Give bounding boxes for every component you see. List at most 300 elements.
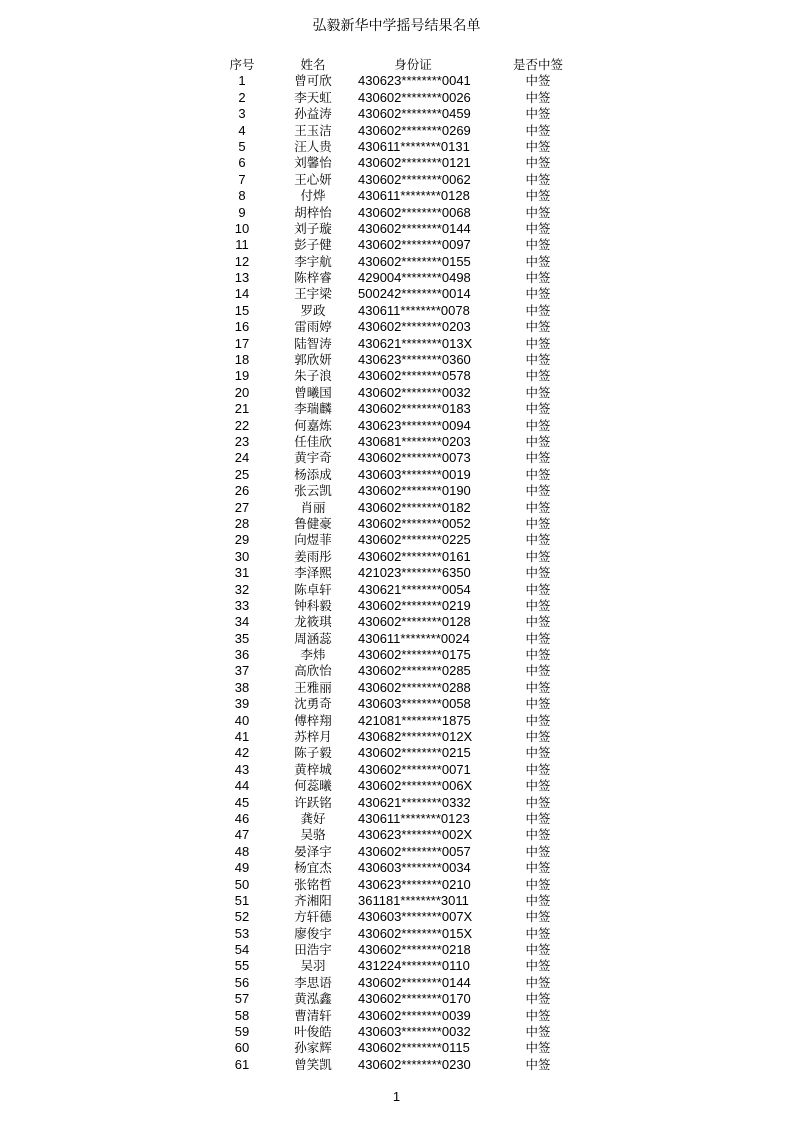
table-row xyxy=(0,205,793,221)
table-row xyxy=(0,991,793,1007)
row-name: 陈子毅 xyxy=(294,745,332,761)
row-id: 430602********0219 xyxy=(358,597,471,613)
table-row xyxy=(0,844,793,860)
table-row xyxy=(0,942,793,958)
row-no: 56 xyxy=(234,974,250,990)
table-row xyxy=(0,139,793,155)
row-id: 361181********3011 xyxy=(358,892,469,908)
row-no: 49 xyxy=(234,860,250,876)
table-header-row xyxy=(0,57,793,73)
row-result: 中签 xyxy=(525,89,551,105)
row-no: 53 xyxy=(234,925,250,941)
table-row xyxy=(0,352,793,368)
row-result: 中签 xyxy=(525,352,551,368)
table-row xyxy=(0,795,793,811)
row-result: 中签 xyxy=(525,761,551,777)
table-row xyxy=(0,73,793,89)
row-result: 中签 xyxy=(525,401,551,417)
table-row xyxy=(0,286,793,302)
row-no: 16 xyxy=(234,319,250,335)
row-name: 钟科毅 xyxy=(294,597,332,613)
table-row xyxy=(0,958,793,974)
row-no: 6 xyxy=(238,155,246,171)
row-no: 60 xyxy=(234,1040,250,1056)
row-id: 430602********0183 xyxy=(358,401,471,417)
table-row xyxy=(0,663,793,679)
row-id: 421023********6350 xyxy=(358,565,471,581)
row-result: 中签 xyxy=(525,499,551,515)
row-name: 陈梓睿 xyxy=(294,270,332,286)
row-id: 500242********0014 xyxy=(358,286,471,302)
row-result: 中签 xyxy=(525,515,551,531)
row-name: 李宇航 xyxy=(294,253,332,269)
row-no: 30 xyxy=(234,548,250,564)
row-no: 46 xyxy=(234,810,250,826)
row-result: 中签 xyxy=(525,1056,551,1072)
row-no: 15 xyxy=(234,302,250,318)
row-id: 429004********0498 xyxy=(358,270,471,286)
row-no: 43 xyxy=(234,761,250,777)
table-row xyxy=(0,877,793,893)
row-name: 姜雨彤 xyxy=(294,548,332,564)
table-row xyxy=(0,614,793,630)
result-table xyxy=(0,57,793,1073)
row-id: 430602********0175 xyxy=(358,647,471,663)
table-row xyxy=(0,434,793,450)
row-no: 55 xyxy=(234,958,250,974)
row-result: 中签 xyxy=(525,712,551,728)
row-id: 430611********0128 xyxy=(358,188,470,204)
row-id: 430603********0032 xyxy=(358,1024,471,1040)
row-name: 廖俊宇 xyxy=(294,925,332,941)
row-id: 430681********0203 xyxy=(358,433,471,449)
row-result: 中签 xyxy=(525,433,551,449)
row-no: 11 xyxy=(235,237,249,253)
table-row xyxy=(0,450,793,466)
row-no: 34 xyxy=(234,614,250,630)
table-row xyxy=(0,106,793,122)
row-id: 430602********0144 xyxy=(358,220,471,236)
row-no: 14 xyxy=(234,286,250,302)
row-name: 周涵蕊 xyxy=(294,630,332,646)
row-result: 中签 xyxy=(525,958,551,974)
header-id: 身份证 xyxy=(394,57,432,72)
row-name: 许跃铭 xyxy=(294,794,332,810)
row-id: 430602********0190 xyxy=(358,483,471,499)
row-result: 中签 xyxy=(525,827,551,843)
row-result: 中签 xyxy=(525,843,551,859)
row-result: 中签 xyxy=(525,532,551,548)
row-name: 吴骆 xyxy=(300,827,326,843)
row-name: 彭子健 xyxy=(294,237,332,253)
row-no: 24 xyxy=(234,450,250,466)
row-id: 430603********0058 xyxy=(358,696,471,712)
table-row xyxy=(0,1024,793,1040)
row-name: 朱子浪 xyxy=(294,368,332,384)
row-result: 中签 xyxy=(525,679,551,695)
row-name: 李泽熙 xyxy=(294,565,332,581)
row-no: 41 xyxy=(234,729,250,745)
row-result: 中签 xyxy=(525,876,551,892)
row-no: 5 xyxy=(238,138,246,154)
row-name: 龚好 xyxy=(300,810,326,826)
row-result: 中签 xyxy=(525,450,551,466)
row-name: 黄泓鑫 xyxy=(294,991,332,1007)
row-name: 陈卓轩 xyxy=(294,581,332,597)
row-no: 4 xyxy=(238,122,246,138)
row-id: 430602********0032 xyxy=(358,384,471,400)
row-no: 44 xyxy=(234,778,250,794)
row-name: 陆智涛 xyxy=(294,335,332,351)
row-no: 40 xyxy=(234,712,250,728)
table-row xyxy=(0,909,793,925)
row-name: 罗政 xyxy=(300,302,326,318)
row-name: 田浩宇 xyxy=(294,942,332,958)
row-name: 肖丽 xyxy=(300,499,326,515)
row-no: 59 xyxy=(234,1024,250,1040)
table-row xyxy=(0,647,793,663)
row-name: 杨宜杰 xyxy=(294,860,332,876)
row-no: 61 xyxy=(234,1056,250,1072)
row-no: 50 xyxy=(234,876,250,892)
row-name: 孙益涛 xyxy=(294,106,332,122)
row-id: 430602********0071 xyxy=(358,761,471,777)
row-name: 刘子璇 xyxy=(294,220,332,236)
row-no: 52 xyxy=(234,909,250,925)
row-id: 430602********0215 xyxy=(358,745,471,761)
row-name: 曾笑凯 xyxy=(294,1056,332,1072)
row-result: 中签 xyxy=(525,270,551,286)
row-id: 430602********0170 xyxy=(358,991,471,1007)
row-name: 王玉洁 xyxy=(294,122,332,138)
row-no: 39 xyxy=(234,696,250,712)
row-no: 2 xyxy=(238,89,246,105)
row-result: 中签 xyxy=(525,974,551,990)
row-id: 430602********006X xyxy=(358,778,473,794)
row-no: 35 xyxy=(234,630,250,646)
row-no: 13 xyxy=(234,270,250,286)
table-row xyxy=(0,680,793,696)
row-no: 1 xyxy=(238,73,246,89)
row-name: 晏泽宇 xyxy=(294,843,332,859)
table-row xyxy=(0,385,793,401)
row-result: 中签 xyxy=(525,597,551,613)
row-result: 中签 xyxy=(525,253,551,269)
row-id: 430621********013X xyxy=(358,335,473,351)
row-id: 430602********0097 xyxy=(358,237,471,253)
row-name: 曾可欣 xyxy=(294,73,332,89)
table-row xyxy=(0,1040,793,1056)
row-result: 中签 xyxy=(525,925,551,941)
row-result: 中签 xyxy=(525,155,551,171)
row-result: 中签 xyxy=(525,892,551,908)
row-id: 430602********0057 xyxy=(358,843,471,859)
table-row xyxy=(0,237,793,253)
table-row xyxy=(0,565,793,581)
row-no: 51 xyxy=(234,892,250,908)
row-result: 中签 xyxy=(525,581,551,597)
row-id: 430602********0068 xyxy=(358,204,471,220)
row-id: 430623********0210 xyxy=(358,876,471,892)
table-row xyxy=(0,762,793,778)
table-row xyxy=(0,631,793,647)
row-name: 傅梓翔 xyxy=(294,712,332,728)
row-no: 20 xyxy=(234,384,250,400)
row-result: 中签 xyxy=(525,483,551,499)
row-id: 430602********0128 xyxy=(358,614,471,630)
row-id: 430602********0073 xyxy=(358,450,471,466)
row-id: 430602********0115 xyxy=(358,1040,470,1056)
row-no: 21 xyxy=(234,401,250,417)
row-id: 430602********0459 xyxy=(358,106,471,122)
table-row xyxy=(0,221,793,237)
row-id: 430603********007X xyxy=(358,909,473,925)
table-row xyxy=(0,483,793,499)
row-result: 中签 xyxy=(525,942,551,958)
row-result: 中签 xyxy=(525,204,551,220)
table-row xyxy=(0,270,793,286)
row-result: 中签 xyxy=(525,991,551,1007)
row-name: 刘馨怡 xyxy=(294,155,332,171)
row-result: 中签 xyxy=(525,548,551,564)
row-id: 430611********0024 xyxy=(358,630,470,646)
table-row xyxy=(0,303,793,319)
row-id: 430621********0332 xyxy=(358,794,471,810)
row-result: 中签 xyxy=(525,122,551,138)
row-id: 430602********0218 xyxy=(358,942,471,958)
row-name: 付烨 xyxy=(300,188,326,204)
row-no: 8 xyxy=(238,188,246,204)
row-id: 430602********0026 xyxy=(358,89,471,105)
row-no: 33 xyxy=(234,597,250,613)
header-name: 姓名 xyxy=(300,57,326,72)
table-row xyxy=(0,1057,793,1073)
row-name: 曾曦国 xyxy=(294,384,332,400)
row-no: 57 xyxy=(234,991,250,1007)
row-name: 向煜菲 xyxy=(294,532,332,548)
table-row xyxy=(0,155,793,171)
row-name: 杨添成 xyxy=(294,466,332,482)
header-result: 是否中签 xyxy=(512,57,563,72)
row-no: 47 xyxy=(234,827,250,843)
table-row xyxy=(0,811,793,827)
table-row xyxy=(0,778,793,794)
row-id: 430602********0230 xyxy=(358,1056,471,1072)
row-no: 17 xyxy=(234,335,250,351)
row-no: 36 xyxy=(234,647,250,663)
table-row xyxy=(0,500,793,516)
table-row xyxy=(0,893,793,909)
row-result: 中签 xyxy=(525,647,551,663)
row-result: 中签 xyxy=(525,663,551,679)
row-result: 中签 xyxy=(525,335,551,351)
table-row xyxy=(0,188,793,204)
table-row xyxy=(0,467,793,483)
row-name: 何嘉炼 xyxy=(294,417,332,433)
row-result: 中签 xyxy=(525,302,551,318)
row-no: 37 xyxy=(234,663,250,679)
row-result: 中签 xyxy=(525,73,551,89)
row-id: 430611********0078 xyxy=(358,302,470,318)
row-name: 叶俊皓 xyxy=(294,1024,332,1040)
row-name: 胡梓怡 xyxy=(294,204,332,220)
row-id: 430602********0039 xyxy=(358,1007,471,1023)
row-result: 中签 xyxy=(525,1024,551,1040)
row-name: 吴羽 xyxy=(300,958,326,974)
row-id: 430602********0288 xyxy=(358,679,471,695)
row-no: 26 xyxy=(234,483,250,499)
row-name: 齐湘阳 xyxy=(294,892,332,908)
row-no: 45 xyxy=(234,794,250,810)
row-result: 中签 xyxy=(525,860,551,876)
row-result: 中签 xyxy=(525,106,551,122)
row-no: 3 xyxy=(238,106,246,122)
page-number: 1 xyxy=(392,1089,401,1104)
table-row xyxy=(0,729,793,745)
table-row xyxy=(0,549,793,565)
row-result: 中签 xyxy=(525,810,551,826)
row-id: 430602********0182 xyxy=(358,499,471,515)
row-name: 高欣怡 xyxy=(294,663,332,679)
row-name: 龙筱琪 xyxy=(294,614,332,630)
row-no: 29 xyxy=(234,532,250,548)
row-no: 18 xyxy=(234,352,250,368)
row-result: 中签 xyxy=(525,384,551,400)
row-id: 430623********0041 xyxy=(358,73,471,89)
row-id: 430602********0203 xyxy=(358,319,471,335)
row-result: 中签 xyxy=(525,220,551,236)
row-name: 郭欣妍 xyxy=(294,352,332,368)
row-id: 430602********0285 xyxy=(358,663,471,679)
row-result: 中签 xyxy=(525,1007,551,1023)
table-row xyxy=(0,926,793,942)
row-id: 430602********0144 xyxy=(358,974,471,990)
header-no: 序号 xyxy=(229,57,255,72)
row-id: 430602********015X xyxy=(358,925,473,941)
row-name: 方轩德 xyxy=(294,909,332,925)
row-result: 中签 xyxy=(525,778,551,794)
row-name: 雷雨婷 xyxy=(294,319,332,335)
row-id: 430603********0034 xyxy=(358,860,471,876)
row-name: 曹清轩 xyxy=(294,1007,332,1023)
row-id: 430602********0269 xyxy=(358,122,471,138)
row-result: 中签 xyxy=(525,630,551,646)
table-row xyxy=(0,401,793,417)
row-name: 张铭哲 xyxy=(294,876,332,892)
row-result: 中签 xyxy=(525,729,551,745)
row-result: 中签 xyxy=(525,171,551,187)
row-name: 王宇梁 xyxy=(294,286,332,302)
row-id: 430611********0123 xyxy=(358,810,470,826)
row-no: 48 xyxy=(234,843,250,859)
row-name: 何蕊曦 xyxy=(294,778,332,794)
table-row xyxy=(0,696,793,712)
row-name: 黄梓城 xyxy=(294,761,332,777)
table-row xyxy=(0,745,793,761)
row-result: 中签 xyxy=(525,1040,551,1056)
row-no: 22 xyxy=(234,417,250,433)
row-name: 任佳欣 xyxy=(294,433,332,449)
row-id: 430603********0019 xyxy=(358,466,471,482)
row-id: 430602********0052 xyxy=(358,515,471,531)
row-no: 12 xyxy=(234,253,250,269)
table-row xyxy=(0,827,793,843)
row-id: 430602********0062 xyxy=(358,171,471,187)
table-row xyxy=(0,598,793,614)
row-result: 中签 xyxy=(525,565,551,581)
row-no: 19 xyxy=(234,368,250,384)
row-result: 中签 xyxy=(525,466,551,482)
table-row xyxy=(0,582,793,598)
row-no: 42 xyxy=(234,745,250,761)
table-row xyxy=(0,319,793,335)
row-no: 38 xyxy=(234,679,250,695)
row-id: 430602********0225 xyxy=(358,532,471,548)
row-id: 421081********1875 xyxy=(358,712,471,728)
row-result: 中签 xyxy=(525,286,551,302)
row-no: 27 xyxy=(234,499,250,515)
table-row xyxy=(0,860,793,876)
row-name: 李天虹 xyxy=(294,89,332,105)
row-result: 中签 xyxy=(525,794,551,810)
row-id: 430682********012X xyxy=(358,729,473,745)
row-result: 中签 xyxy=(525,368,551,384)
table-row xyxy=(0,975,793,991)
row-result: 中签 xyxy=(525,614,551,630)
row-name: 李炜 xyxy=(300,647,326,663)
row-id: 430602********0121 xyxy=(358,155,471,171)
row-name: 张云凯 xyxy=(294,483,332,499)
table-row xyxy=(0,713,793,729)
row-name: 李思语 xyxy=(294,974,332,990)
table-row xyxy=(0,418,793,434)
row-no: 23 xyxy=(234,433,250,449)
table-row xyxy=(0,516,793,532)
table-row xyxy=(0,123,793,139)
table-row xyxy=(0,336,793,352)
row-id: 430621********0054 xyxy=(358,581,471,597)
row-name: 李瑞麟 xyxy=(294,401,332,417)
row-result: 中签 xyxy=(525,909,551,925)
row-name: 沈勇奇 xyxy=(294,696,332,712)
row-result: 中签 xyxy=(525,417,551,433)
table-row xyxy=(0,90,793,106)
row-no: 9 xyxy=(238,204,246,220)
row-id: 430611********0131 xyxy=(358,138,470,154)
table-row xyxy=(0,172,793,188)
row-result: 中签 xyxy=(525,188,551,204)
table-row xyxy=(0,1008,793,1024)
row-no: 58 xyxy=(234,1007,250,1023)
row-result: 中签 xyxy=(525,237,551,253)
table-row xyxy=(0,254,793,270)
row-result: 中签 xyxy=(525,138,551,154)
table-row xyxy=(0,532,793,548)
row-name: 苏梓月 xyxy=(294,729,332,745)
row-id: 431224********0110 xyxy=(358,958,470,974)
row-name: 孙家辉 xyxy=(294,1040,332,1056)
row-no: 10 xyxy=(234,220,250,236)
table-body xyxy=(0,73,793,1073)
row-result: 中签 xyxy=(525,696,551,712)
row-id: 430623********0360 xyxy=(358,352,471,368)
table-row xyxy=(0,368,793,384)
row-id: 430602********0578 xyxy=(358,368,471,384)
row-id: 430623********002X xyxy=(358,827,473,843)
row-no: 25 xyxy=(234,466,250,482)
row-result: 中签 xyxy=(525,319,551,335)
row-no: 32 xyxy=(234,581,250,597)
